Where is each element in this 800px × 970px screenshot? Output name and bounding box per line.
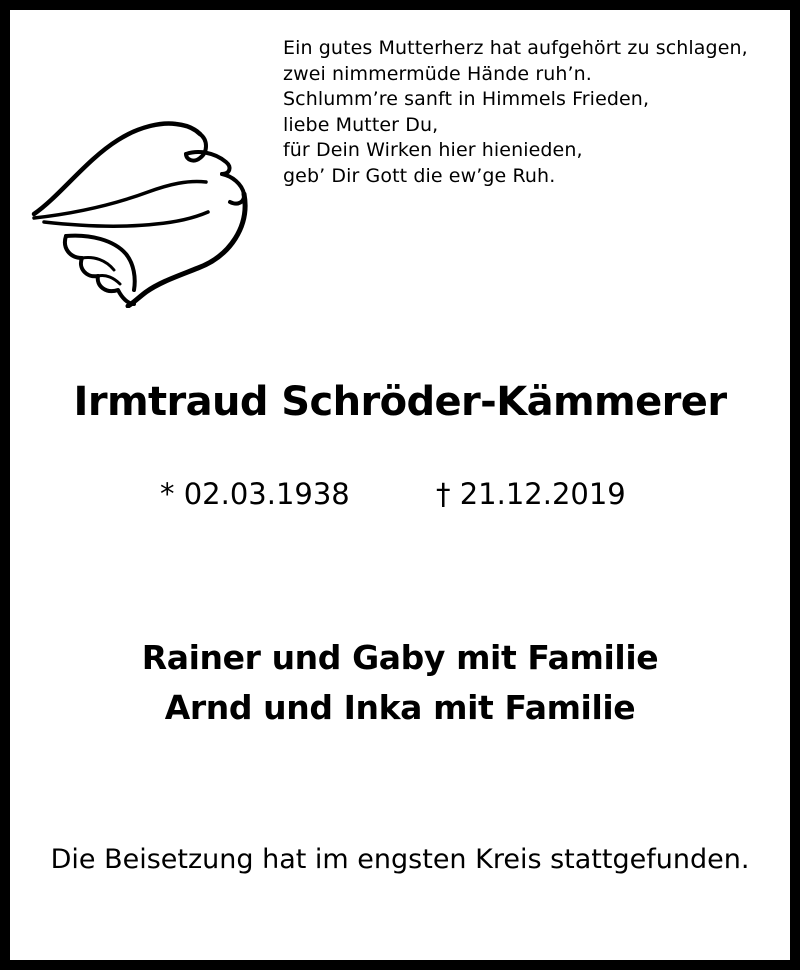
dove-icon [30, 118, 255, 308]
poem-line: Schlumm’re sanft in Himmels Frieden, [283, 88, 650, 111]
poem [283, 36, 763, 190]
birth-date: * 02.03.1938 [160, 477, 350, 511]
poem-line: für Dein Wirken hier hienieden, [283, 139, 583, 162]
death-date: † 21.12.2019 [436, 477, 626, 511]
funeral-notice: Die Beisetzung hat im engsten Kreis stattgefunden. [50, 844, 750, 875]
poem-line: liebe Mutter Du, [283, 113, 439, 136]
poem-line: zwei nimmermüde Hände ruh’n. [283, 62, 592, 85]
poem-line: Ein gutes Mutterherz hat aufgehört zu schlagen, [283, 37, 748, 59]
mourner-line: Arnd und Inka mit Familie [164, 688, 636, 727]
deceased-name: Irmtraud Schröder-Kämmerer [73, 379, 727, 425]
mourners [0, 633, 800, 733]
life-dates [0, 474, 800, 514]
poem-line: geb’ Dir Gott die ew’ge Ruh. [283, 164, 556, 187]
mourner-line: Rainer und Gaby mit Familie [141, 638, 659, 677]
